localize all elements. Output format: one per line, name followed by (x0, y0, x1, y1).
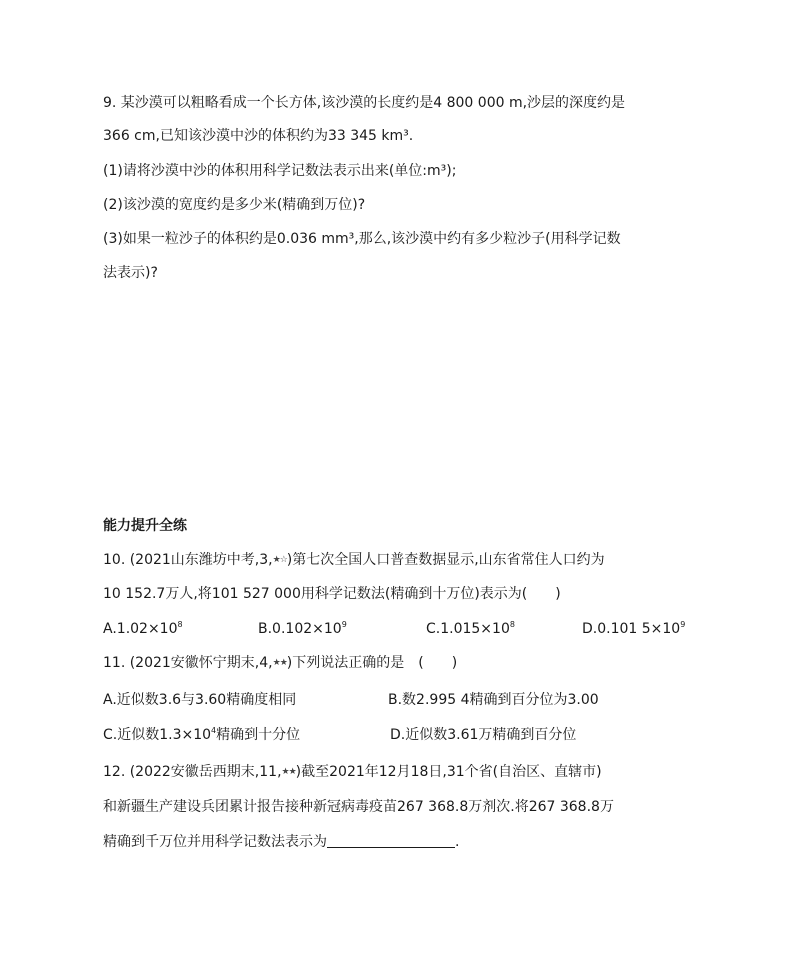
q10-option-a-exp: 8 (177, 620, 183, 629)
q12-prefix: 12. (2022安徽岳西期末,11, (103, 764, 282, 780)
q9-line1: 9. 某沙漠可以粗略看成一个长方体,该沙漠的长度约是4 800 000 m,沙层的深度约是 (103, 95, 626, 111)
difficulty-stars-icon: ★☆ (272, 555, 287, 565)
q12-line1 (103, 763, 602, 781)
answer-blank[interactable] (327, 833, 455, 848)
q9-sub1: (1)请将沙漠中沙的体积用科学记数法表示出来(单位:m³); (103, 163, 457, 179)
q9-sub3-line1: (3)如果一粒沙子的体积约是0.036 mm³,那么,该沙漠中约有多少粒沙子(用科学记数 (103, 231, 621, 247)
q10-option-c-exp: 8 (509, 620, 515, 629)
q11-option-a: A.近似数3.6与3.60精确度相同 (103, 692, 297, 708)
q11-option-b: B.数2.995 4精确到百分位为3.00 (388, 692, 599, 708)
q9-line2: 366 cm,已知该沙漠中沙的体积约为33 345 km³. (103, 128, 414, 144)
q10-option-c (426, 620, 515, 638)
difficulty-stars-icon: ★★ (272, 658, 287, 668)
q10-option-b-text: B.0.102×10 (258, 621, 342, 637)
q10-suffix: )第七次全国人口普查数据显示,山东省常住人口约为 (286, 552, 605, 568)
q10-option-a (103, 620, 183, 638)
q11-option-d: D.近似数3.61万精确到百分位 (390, 727, 577, 743)
section-title: 能力提升全练 (103, 518, 187, 534)
q12-line2: 和新疆生产建设兵团累计报告接种新冠病毒疫苗267 368.8万剂次.将267 368.8万 (103, 799, 614, 815)
q12-line3-text: 精确到千万位并用科学记数法表示为 (103, 834, 327, 850)
q11-prefix: 11. (2021安徽怀宁期末,4, (103, 655, 273, 671)
q10-line2: 10 152.7万人,将101 527 000用科学记数法(精确到十万位)表示为( ) (103, 586, 561, 602)
q10-option-d-exp: 9 (680, 620, 686, 629)
q10-option-a-text: A.1.02×10 (103, 621, 178, 637)
q11-option-c-exp: 4 (211, 726, 217, 735)
q12-line3-end: . (455, 834, 460, 850)
q9-sub3-line2: 法表示)? (103, 265, 158, 281)
difficulty-stars-icon: ★★ (281, 767, 296, 777)
q11-option-c-tail: 精确到十分位 (216, 727, 301, 743)
q10-line1 (103, 551, 605, 569)
q10-prefix: 10. (2021山东潍坊中考,3, (103, 552, 273, 568)
q10-option-b-exp: 9 (341, 620, 347, 629)
q11-option-c-text: C.近似数1.3×10 (103, 727, 212, 743)
q10-option-c-text: C.1.015×10 (426, 621, 510, 637)
q9-sub2: (2)该沙漠的宽度约是多少米(精确到万位)? (103, 197, 366, 213)
q11-option-c (103, 726, 300, 744)
q10-option-d (582, 620, 685, 638)
q12-line3 (103, 833, 459, 851)
q10-option-d-text: D.0.101 5×10 (582, 621, 681, 637)
q11-line1 (103, 654, 457, 672)
q12-suffix: )截至2021年12月18日,31个省(自治区、直辖市) (295, 764, 602, 780)
q10-option-b (258, 620, 347, 638)
q11-suffix: )下列说法正确的是 ( ) (286, 655, 458, 671)
